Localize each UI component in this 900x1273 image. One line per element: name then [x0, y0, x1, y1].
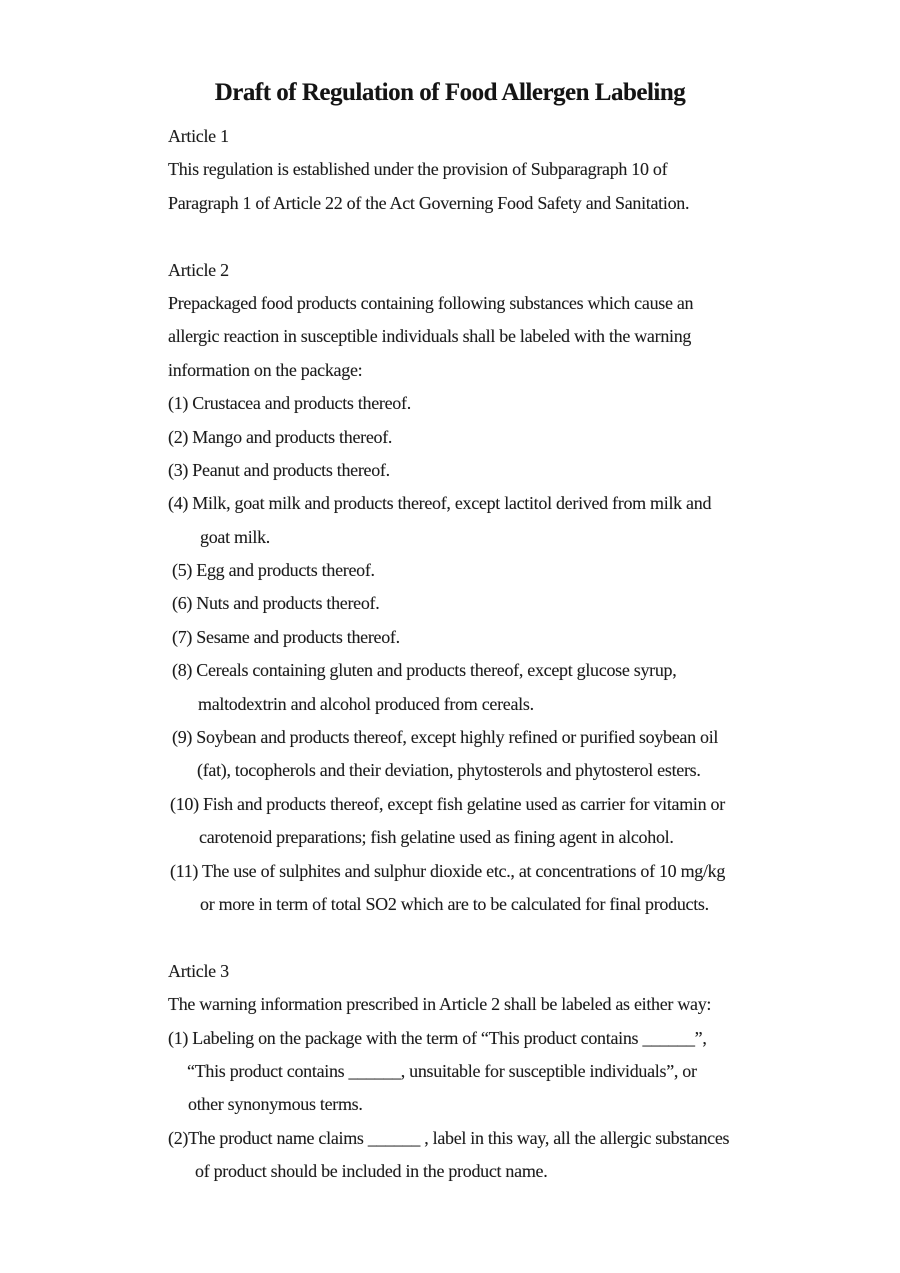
text-line: (3) Peanut and products thereof.	[168, 459, 390, 480]
document-title: Draft of Regulation of Food Allergen Labeling	[214, 79, 686, 106]
text-line: (2)The product name claims ______ , label in this way, all the allergic substances	[168, 1127, 730, 1148]
text-line: other synonymous terms.	[188, 1094, 363, 1115]
text-line: (6) Nuts and products thereof.	[172, 593, 380, 614]
text-line: Article 3	[168, 960, 229, 981]
text-line: (fat), tocopherols and their deviation, phytosterols and phytosterol esters.	[197, 760, 701, 781]
text-line: (1) Crustacea and products thereof.	[168, 393, 411, 414]
text-line: or more in term of total SO2 which are to be calculated for final products.	[200, 893, 709, 914]
section-gap	[168, 220, 808, 253]
text-line: Paragraph 1 of Article 22 of the Act Governing Food Safety and Sanitation.	[168, 192, 690, 213]
text-line: maltodextrin and alcohol produced from cereals.	[198, 693, 534, 714]
text-line: (1) Labeling on the package with the term of “This product contains ______”,	[168, 1027, 707, 1048]
text-line: (11) The use of sulphites and sulphur dioxide etc., at concentrations of 10 mg/kg	[170, 860, 726, 881]
text-line: information on the package:	[168, 359, 363, 380]
document-section-article-2	[168, 254, 808, 922]
text-line: (2) Mango and products thereof.	[168, 426, 393, 447]
text-line: (5) Egg and products thereof.	[172, 560, 375, 581]
text-line: (8) Cereals containing gluten and products thereof, except glucose syrup,	[172, 660, 677, 681]
section-gap	[168, 921, 808, 954]
text-line: This regulation is established under the provision of Subparagraph 10 of	[168, 159, 668, 180]
text-line: Article 2	[168, 259, 229, 280]
text-line: allergic reaction in susceptible individuals shall be labeled with the warning	[168, 326, 692, 347]
text-line: (9) Soybean and products thereof, except highly refined or purified soybean oil	[172, 727, 719, 748]
text-line: of product should be included in the product name.	[195, 1161, 548, 1182]
document-section-article-1	[168, 120, 808, 220]
text-line: carotenoid preparations; fish gelatine used as fining agent in alcohol.	[199, 827, 674, 848]
text-line: Article 1	[168, 126, 229, 146]
document-body	[168, 120, 808, 1189]
text-line: Prepackaged food products containing following substances which cause an	[168, 292, 694, 313]
text-line: (10) Fish and products thereof, except fish gelatine used as carrier for vitamin or	[170, 793, 725, 814]
text-line: (7) Sesame and products thereof.	[172, 626, 400, 647]
text-line: The warning information prescribed in Article 2 shall be labeled as either way:	[168, 994, 712, 1015]
text-line: “This product contains ______, unsuitable for susceptible individuals”, or	[187, 1060, 697, 1081]
text-line: (4) Milk, goat milk and products thereof, except lactitol derived from milk and	[168, 493, 712, 514]
document-section-article-3	[168, 955, 808, 1189]
text-line: goat milk.	[200, 526, 270, 547]
